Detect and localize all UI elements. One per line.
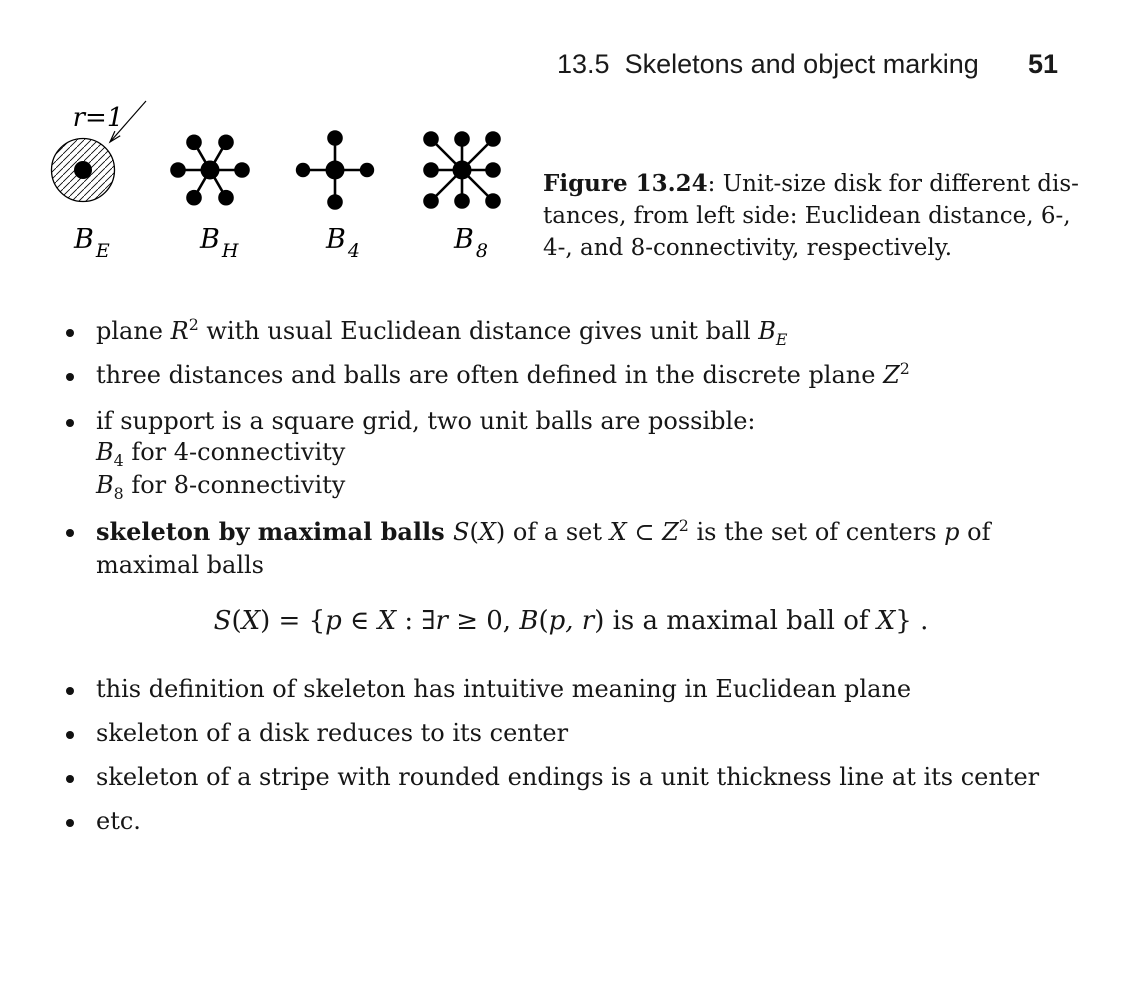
page-header xyxy=(557,49,1058,80)
figure-caption xyxy=(543,168,1088,264)
page-number: 51 xyxy=(1027,49,1058,79)
label-base: B xyxy=(326,224,346,255)
bullet-marker-icon xyxy=(66,373,74,381)
caption-label: Figure 13.24 xyxy=(543,170,708,197)
label-base: B xyxy=(74,224,94,255)
caption-text: : Unit-size disk for different dis- xyxy=(707,171,1079,197)
label-subscript: 4 xyxy=(347,240,360,262)
label-ball-euclidean xyxy=(74,224,110,262)
label-subscript: 8 xyxy=(475,240,488,262)
bullet-marker-icon xyxy=(66,329,74,337)
bullet-text: three distances and balls are often defined in the discrete plane $Z^2$ xyxy=(96,359,910,389)
bullet-text: skeleton by maximal balls S(X) of a set X ⊂ $Z^2$ is the set of centers p of xyxy=(96,516,991,546)
section-number: 13.5 xyxy=(557,49,610,79)
bullet-text: maximal balls xyxy=(96,551,264,579)
bullet-marker-icon xyxy=(66,731,74,739)
label-ball-4 xyxy=(326,224,360,262)
bullet-item-8 xyxy=(66,806,141,837)
bullet-text: if support is a square grid, two unit balls are possible: xyxy=(96,407,756,435)
bullet-marker-icon xyxy=(66,419,74,427)
label-ball-hex xyxy=(200,224,239,262)
label-subscript: H xyxy=(221,240,239,262)
label-subscript: E xyxy=(95,240,110,262)
four-connectivity-diagram xyxy=(296,130,374,210)
bullet-text: skeleton of a stripe with rounded endings is a unit thickness line at its center xyxy=(96,763,1040,791)
caption-line xyxy=(543,168,1088,200)
label-base: B xyxy=(200,224,220,255)
disk-center-dot xyxy=(74,161,92,179)
radius-label: r=1 xyxy=(72,103,124,133)
bullet-marker-icon xyxy=(66,529,74,537)
bullet-text: $B_8$ for 8-connectivity xyxy=(96,471,346,503)
bullet-marker-icon xyxy=(66,775,74,783)
label-base: B xyxy=(454,224,474,255)
bullet-marker-icon xyxy=(66,687,74,695)
label-ball-8 xyxy=(454,224,488,262)
bullet-item-3 xyxy=(66,406,755,503)
bullet-item-2 xyxy=(66,360,910,393)
section-title: Skeletons and object marking xyxy=(624,49,979,79)
bullet-item-4 xyxy=(66,516,991,581)
bullet-text: skeleton of a disk reduces to its center xyxy=(96,719,569,747)
bullet-item-7 xyxy=(66,762,1039,793)
skeleton-definition-equation: S(X) = {p ∈ X : ∃r ≥ 0, B(p, r) is a maximal ball of X} . xyxy=(213,606,929,636)
hex-connectivity-diagram xyxy=(170,135,250,206)
bullet-item-6 xyxy=(66,718,568,749)
bullet-text: $B_4$ for 4-connectivity xyxy=(96,438,346,470)
bullet-item-1 xyxy=(66,316,787,349)
caption-line: tances, from left side: Euclidean distance, 6-, xyxy=(543,203,1071,229)
bullet-marker-icon xyxy=(66,819,74,827)
bullet-text: etc. xyxy=(96,807,141,835)
bullet-text: this definition of skeleton has intuitive meaning in Euclidean plane xyxy=(96,675,912,703)
figure-unit-disks-graphics xyxy=(30,88,530,218)
bullet-text: plane $R^2$ with usual Euclidean distance gives unit ball $B_E$ xyxy=(96,315,788,349)
euclidean-disk-diagram xyxy=(52,101,147,202)
eight-connectivity-diagram xyxy=(423,131,501,209)
bullet-item-5 xyxy=(66,674,911,705)
caption-line: 4-, and 8-connectivity, respectively. xyxy=(543,235,953,261)
